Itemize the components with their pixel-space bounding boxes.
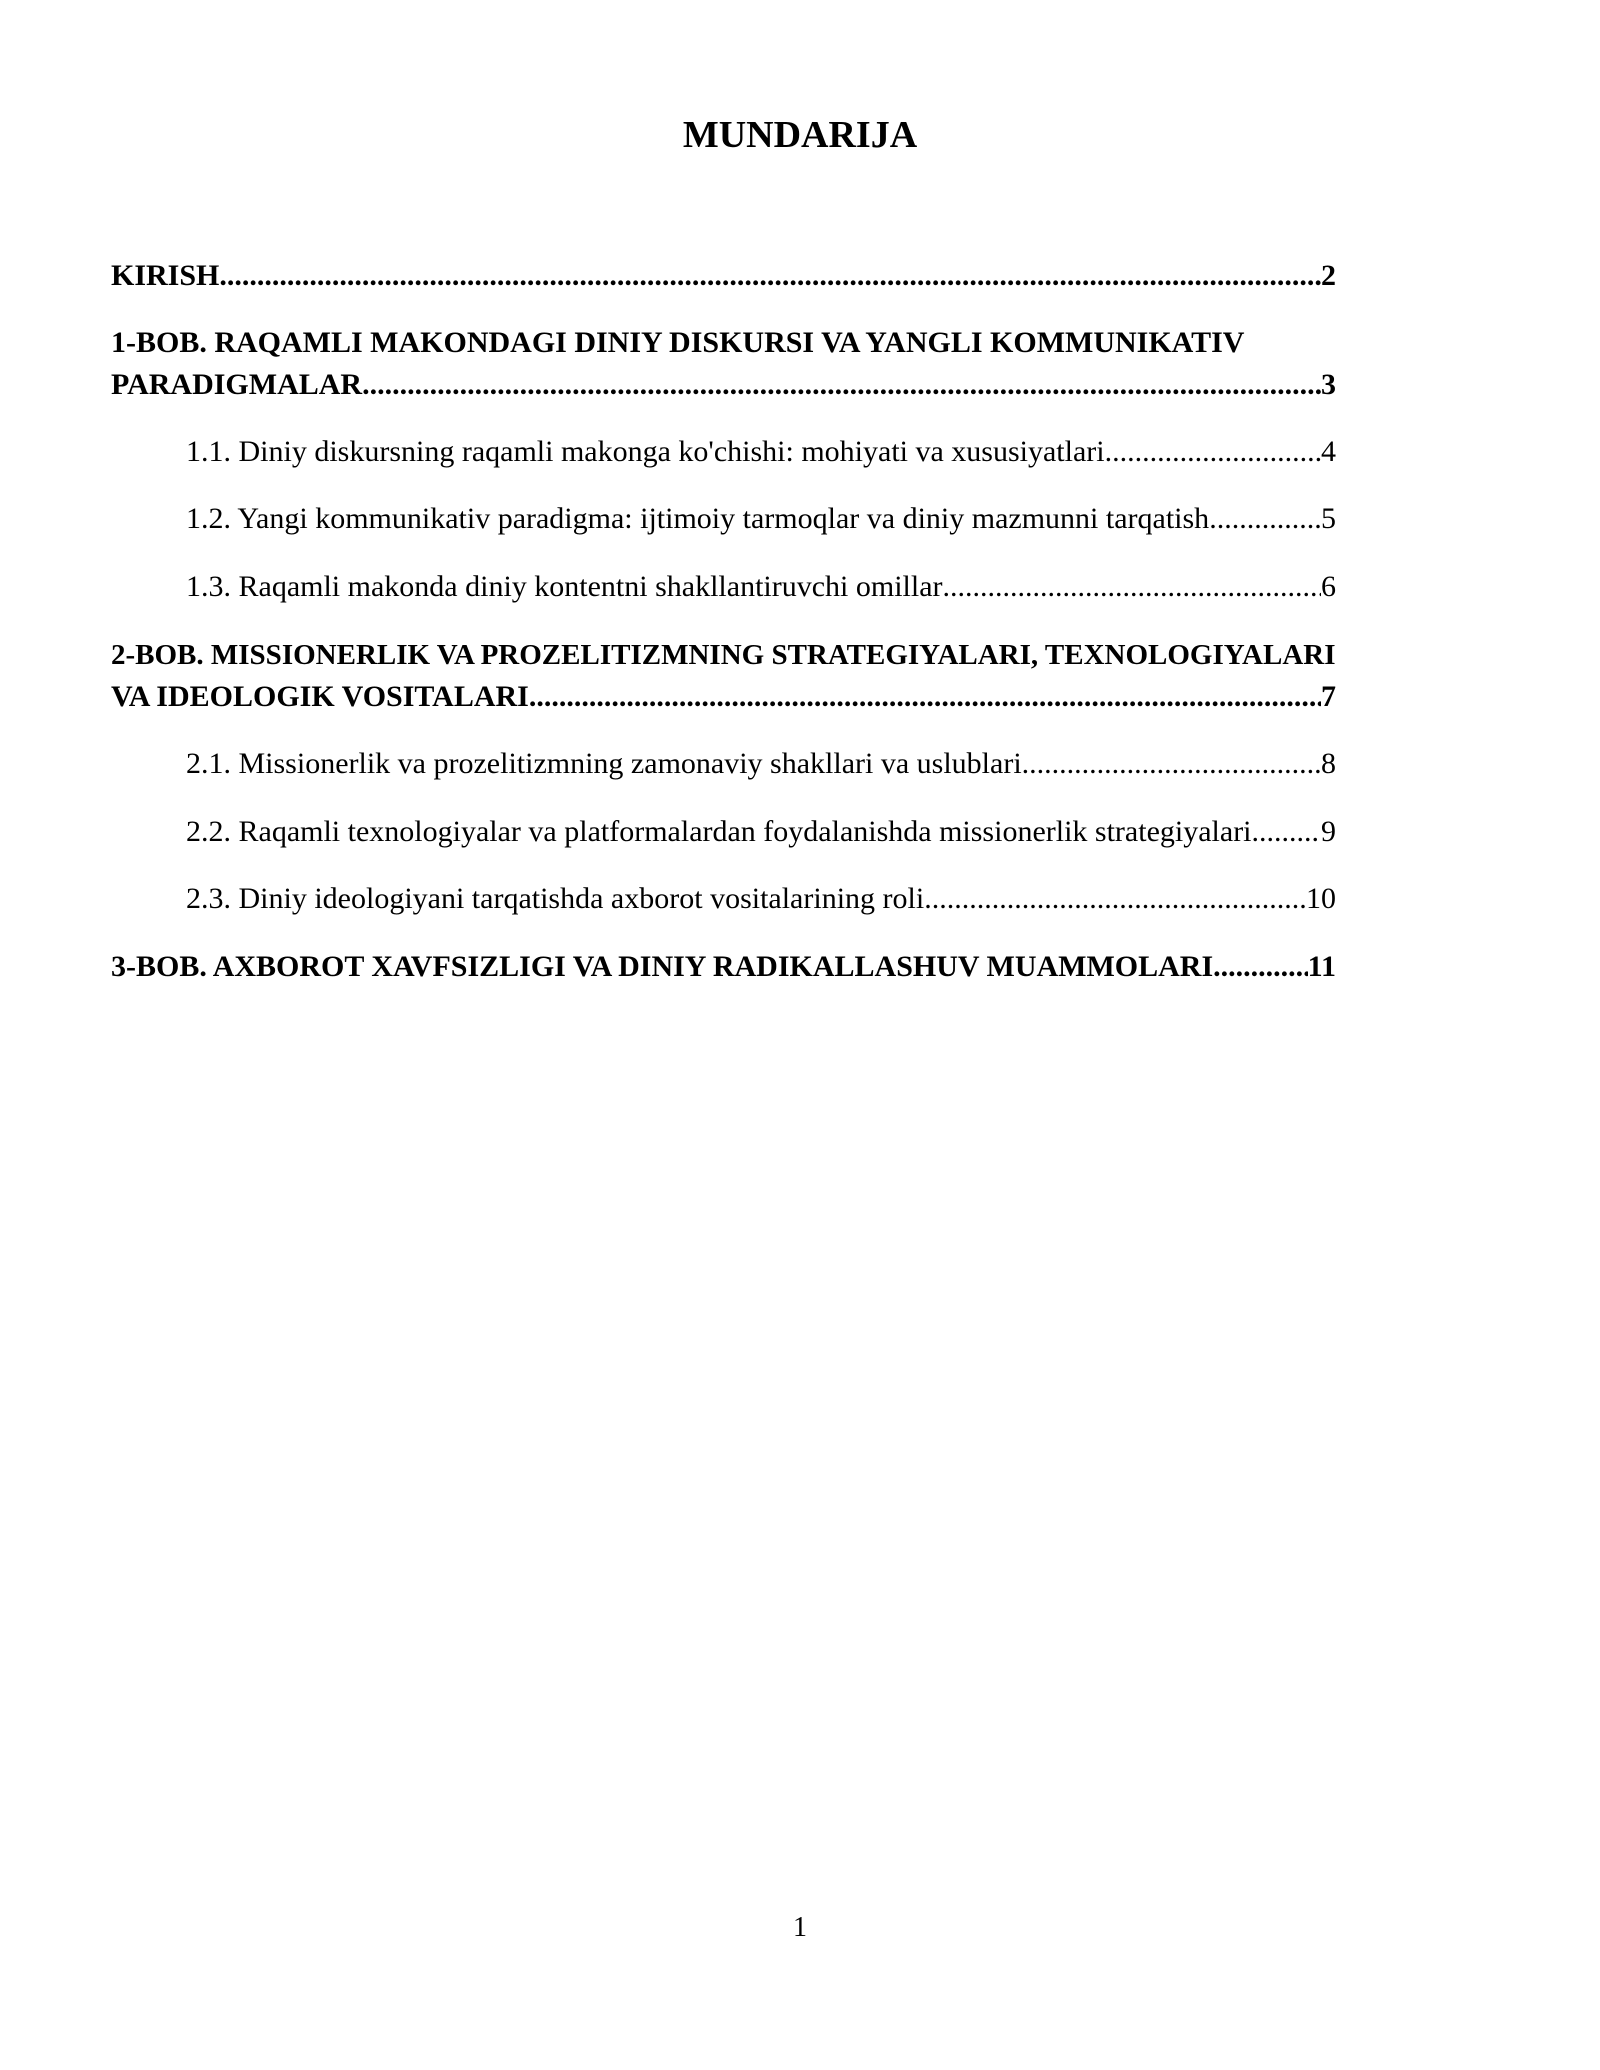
toc-entry-label: 2.1. Missionerlik va prozelitizmning zamonaviy shakllari va uslublari [186,747,1022,780]
toc-entry-1-2[interactable] [186,499,1336,539]
toc-entry-2-3[interactable] [186,879,1336,919]
toc-page-number: 9 [1321,815,1336,848]
dot-leader [1022,744,1321,784]
toc-entry-label: VA IDEOLOGIK VOSITALARI [111,680,529,713]
dot-leader [943,567,1321,607]
dot-leader [219,256,1321,296]
toc-page-number: 8 [1321,747,1336,780]
toc-entry-2-1[interactable] [186,744,1336,784]
toc-page-number: 10 [1306,882,1336,915]
toc-page-number: 5 [1321,502,1336,535]
toc-entry-ch3[interactable] [111,947,1336,987]
toc-entry-label: 3-BOB. AXBOROT XAVFSIZLIGI VA DINIY RADIKALLASHUV MUAMMOLARI [111,950,1214,983]
toc-entry-2-2[interactable] [186,812,1336,852]
toc-entry-ch2[interactable] [111,677,1336,717]
dot-leader [1259,812,1321,852]
toc-entry-ch1-line1[interactable]: 1-BOB. RAQAMLI MAKONDAGI DINIY DISKURSI VA YANGLI KOMMUNIKATIV [111,326,1245,359]
toc-entry-1-3[interactable] [186,567,1336,607]
toc-entry-label: 1.2. Yangi kommunikativ paradigma: ijtimoiy tarmoqlar va diniy mazmunni tarqatish [186,502,1210,535]
toc-entry-label: 2.3. Diniy ideologiyani tarqatishda axborot vositalarining roli [186,882,925,915]
toc-page-number: 2 [1321,259,1336,292]
toc-entry-1-1[interactable] [186,432,1336,472]
dot-leader [1105,432,1321,472]
toc-page-number: 11 [1307,950,1336,983]
dot-leader [924,879,1306,919]
toc-entry-label: PARADIGMALAR [111,368,363,401]
dot-leader [1209,499,1321,539]
page-title: MUNDARIJA [682,114,918,156]
dot-leader [1213,947,1308,987]
toc-page-number: 4 [1321,435,1336,468]
toc-entry-ch1[interactable] [111,365,1336,405]
toc-page-number: 7 [1321,680,1336,713]
toc-entry-label: KIRISH [111,259,220,292]
toc-entry-ch2-line1[interactable]: 2-BOB. MISSIONERLIK VA PROZELITIZMNING STRATEGIYALARI, TEXNOLOGIYALARI [111,639,1336,671]
dot-leader [362,365,1321,405]
footer-page-number: 1 [793,1912,807,1943]
toc-page-number: 3 [1321,368,1336,401]
toc-entry-label: 2.2. Raqamli texnologiyalar va platformalardan foydalanishda missionerlik strategiyalari. [186,815,1260,848]
toc-entry-label: 1.3. Raqamli makonda diniy kontentni shakllantiruvchi omillar [186,570,943,603]
dot-leader [529,677,1321,717]
toc-entry-label: 1.1. Diniy diskursning raqamli makonga ko'chishi: mohiyati va xususiyatlari [186,435,1105,468]
toc-entry-kirish[interactable] [111,256,1336,296]
toc-page-number: 6 [1321,570,1336,603]
